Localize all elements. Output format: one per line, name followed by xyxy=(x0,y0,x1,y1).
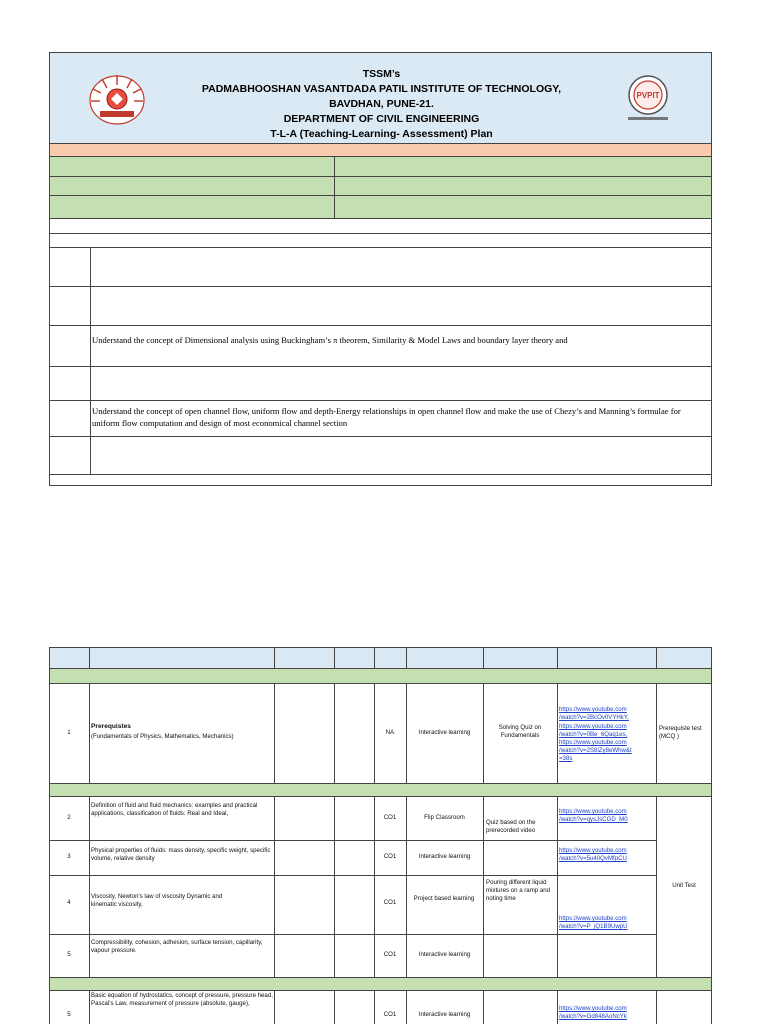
row1-link-1[interactable]: https://www.youtube.com /watch?v=2BcOv0VYHkY, xyxy=(559,706,629,722)
row2-topic: Definition of fluid and fluid mechanics: examples and practical applications, classification of fluids: Real and Ideal, xyxy=(91,802,258,818)
row6-no: 5 xyxy=(67,1011,71,1018)
department-name: DEPARTMENT OF CIVIL ENGINEERING xyxy=(283,113,480,125)
row1-activity: Solving Quiz on Fundamentals xyxy=(498,724,542,740)
row1-link-2[interactable]: https://www.youtube.com /watch?v=0Be_6Qaq1es, xyxy=(559,723,628,739)
row2-link[interactable]: https://www.youtube.com /watch?v=qysJsCGD_M0 xyxy=(559,808,628,824)
objective-text-5: Understand the concept of open channel flow, uniform flow and depth-Energy relationships in open channel flow and make the use of Chezy’s and Manning’s formulae for uniform flow computation and design of most economical channel section xyxy=(92,406,681,428)
table-header-row xyxy=(49,647,712,668)
row3-method: Interactive learning xyxy=(418,853,471,860)
objective-row-3 xyxy=(49,326,712,367)
row1-topic-title: Prerequistes xyxy=(91,723,131,730)
row1-method: Interactive learning xyxy=(418,729,471,736)
objective-row-2 xyxy=(49,287,712,326)
institute-name: PADMABHOOSHAN VASANTDADA PATIL INSTITUTE OF TECHNOLOGY, xyxy=(201,83,562,95)
row6-co: CO1 xyxy=(383,1011,397,1018)
objective-row-5 xyxy=(49,401,712,437)
unit-band-1 xyxy=(49,668,712,683)
institute-address: BAVDHAN, PUNE-21. xyxy=(329,98,434,110)
objective-text-3: Understand the concept of Dimensional analysis using Buckingham’s π theorem, Similarity & Model Laws and boundary layer theory and xyxy=(92,335,568,345)
row5-co: CO1 xyxy=(383,951,397,958)
blank-row-1 xyxy=(49,219,712,234)
objective-row-4 xyxy=(49,367,712,401)
row4-no: 4 xyxy=(67,899,71,906)
row2-method: Flip Classroom xyxy=(424,814,465,821)
row1-no: 1 xyxy=(67,729,71,736)
row3-link[interactable]: https://www.youtube.com /watch?v=5u40QvMfpCU xyxy=(559,847,627,863)
row3-topic: Physical properties of fluids: mass density, specific weight, specific volume, relative density xyxy=(91,847,271,863)
row5-method: Interactive learning xyxy=(418,951,471,958)
row4-topic: Viscosity, Newton's law of viscosity Dynamic and kinematic viscosity, xyxy=(91,893,223,909)
objectives-footer xyxy=(49,475,712,486)
row4-activity: Pouring different liquid mixtures on a ramp and noting time xyxy=(486,879,551,903)
objective-row-6 xyxy=(49,437,712,475)
unit-band-3 xyxy=(49,977,712,990)
blank-row-2 xyxy=(49,234,712,248)
row4-co: CO1 xyxy=(383,899,397,906)
info-row-2 xyxy=(49,177,712,196)
row3-co: CO1 xyxy=(383,853,397,860)
peach-band xyxy=(49,144,712,157)
row2-activity: Quiz based on the prerecorded video xyxy=(486,819,536,835)
unit-band-2 xyxy=(49,783,712,796)
row5-topic: Compressibility, cohesion, adhesion, surface tension, capillarity, vapour pressure. xyxy=(91,939,263,955)
row1-topic: (Fundamentals of Physics, Mathematics, Mechanics) xyxy=(91,733,234,740)
header-line-tssm: TSSM’s xyxy=(362,68,401,80)
info-row-3 xyxy=(49,196,712,219)
row2-co: CO1 xyxy=(383,814,397,821)
row2-no: 2 xyxy=(67,814,71,821)
row1-co: NA xyxy=(385,729,395,736)
logo-text: PVPIT xyxy=(636,91,660,100)
row4-method: Project based learning xyxy=(413,895,475,902)
unit-test-assessment: Unit Test xyxy=(672,882,696,889)
row1-assessment: Prerequiste test (MCQ ) xyxy=(659,725,702,741)
row3-no: 3 xyxy=(67,853,71,860)
document-header xyxy=(49,52,712,144)
row1-link-3[interactable]: https://www.youtube.com /watch?v=2S8iZy8eWhw&t =38s xyxy=(559,739,632,763)
row6-link[interactable]: https://www.youtube.com /watch?v=Gd848AoNcYk xyxy=(559,1005,627,1021)
row4-link[interactable]: https://www.youtube.com /watch?v=P_jQ1B9UwpU xyxy=(559,915,628,931)
info-row-1 xyxy=(49,157,712,177)
institute-logo-right-icon xyxy=(620,71,676,125)
row6-method: Interactive learning xyxy=(418,1011,471,1018)
row5-no: 5 xyxy=(67,951,71,958)
plan-title: T-L-A (Teaching-Learning- Assessment) Plan xyxy=(270,128,493,140)
row6-topic: Basic equation of hydrostatics, concept of pressure, pressure head, Pascal's Law, measurement of pressure (absolute, gauge), xyxy=(91,992,273,1008)
objective-row-1 xyxy=(49,248,712,287)
tla-plan-table xyxy=(49,647,712,1024)
